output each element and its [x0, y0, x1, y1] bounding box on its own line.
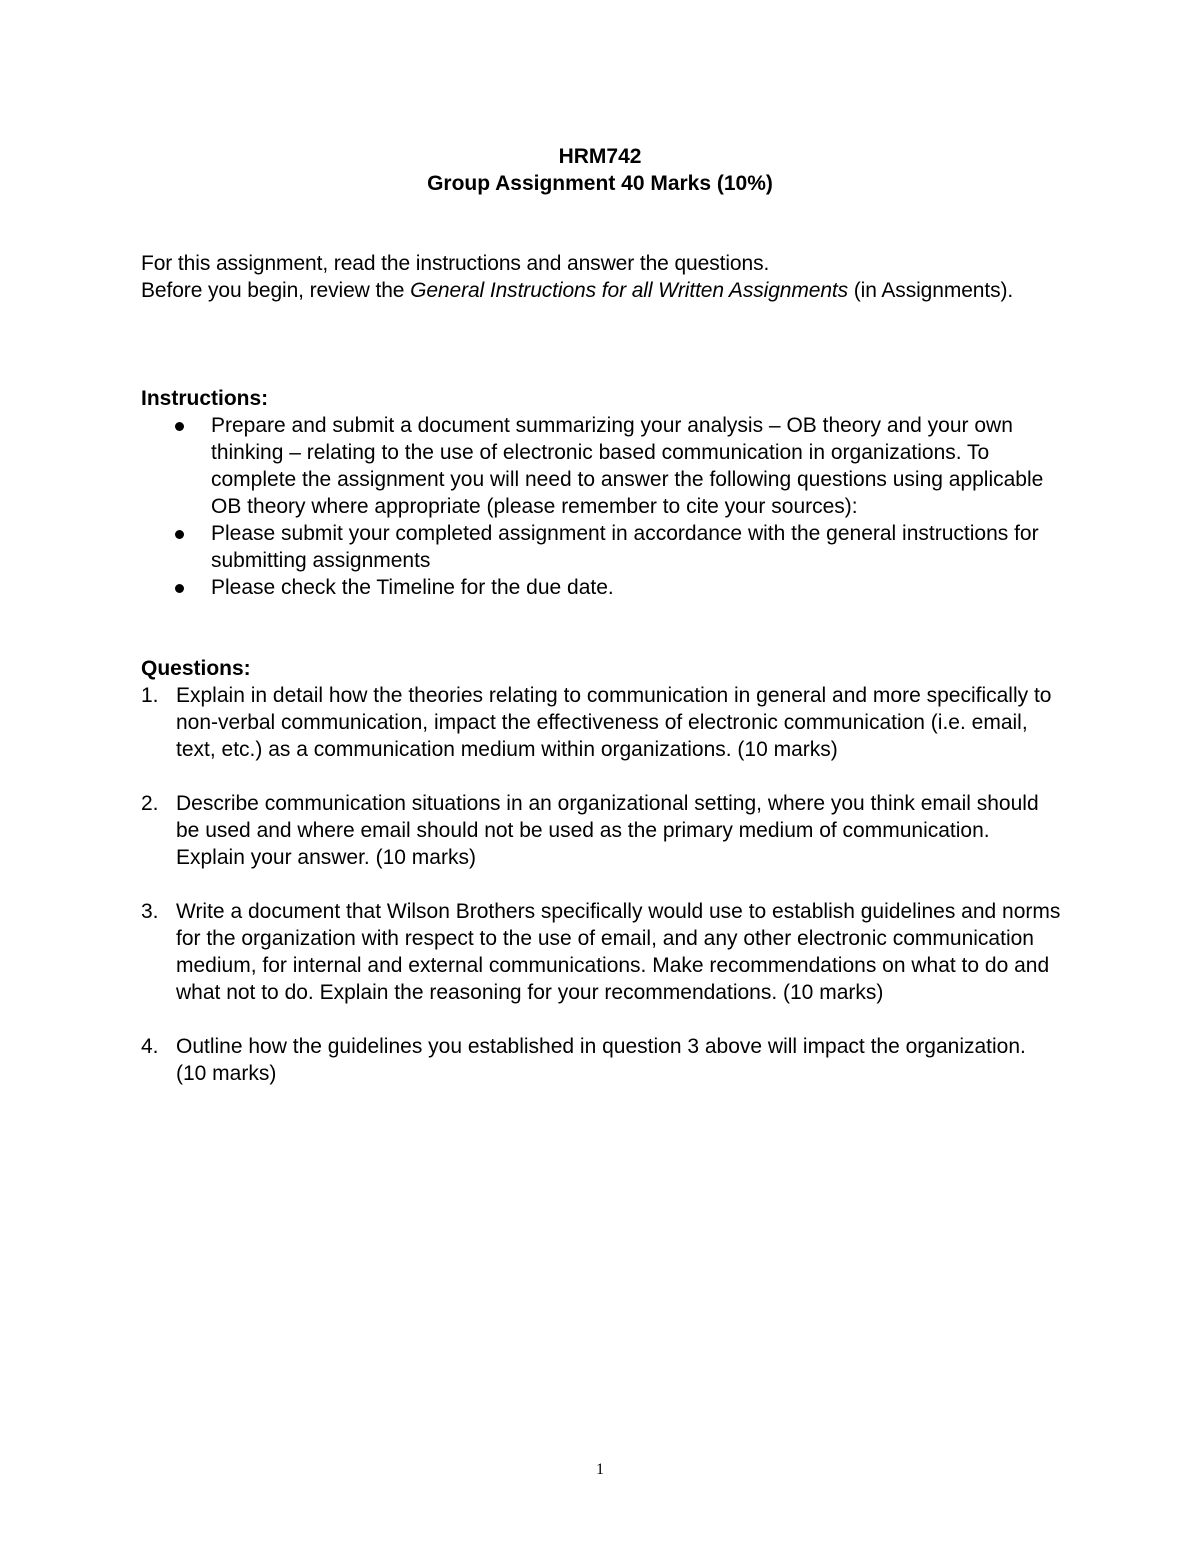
question-text: Write a document that Wilson Brothers specifically would use to establish guidelines and norms for the organization with respect to the use of email, and any other electronic communication medium, for internal and external communications. Make recommendations on what to do and what not to do. Explain the reasoning for your recommendations. (10 marks) [176, 900, 1061, 1004]
instruction-text: Please submit your completed assignment in accordance with the general instructions for submitting assignments [211, 522, 1039, 572]
questions-list [141, 682, 1061, 1114]
intro-line-2 [141, 277, 1061, 304]
page-number: 1 [596, 1461, 604, 1478]
bullet-icon [175, 422, 184, 431]
instruction-text: Prepare and submit a document summarizing your analysis – OB theory and your own thinking – relating to the use of electronic based communication in organizations. To complete the assignment you will need to answer the following questions using applicable OB theory where appropriate (please remember to cite your sources): [211, 414, 1044, 518]
instruction-text: Please check the Timeline for the due date. [211, 576, 614, 599]
bullet-icon [175, 584, 184, 593]
question-number: 2. [141, 792, 159, 815]
intro-paragraph [141, 250, 1061, 304]
course-code: HRM742 [558, 145, 642, 168]
question-item [141, 1033, 1061, 1087]
instruction-item [141, 574, 1061, 601]
question-text: Explain in detail how the theories relating to communication in general and more specifically to non-verbal communication, impact the effectiveness of electronic communication (i.e. email, text, etc.) as a communication medium within organizations. (10 marks) [176, 684, 1052, 761]
question-number: 1. [141, 684, 159, 707]
bullet-icon [175, 530, 184, 539]
question-number: 3. [141, 900, 159, 923]
intro-line-2-prefix: Before you begin, review the [141, 279, 411, 302]
question-number: 4. [141, 1035, 159, 1058]
instruction-item [141, 520, 1061, 574]
question-item [141, 790, 1061, 871]
assignment-title: Group Assignment 40 Marks (10%) [427, 172, 773, 195]
instructions-heading: Instructions: [141, 387, 269, 410]
intro-line-2-suffix: (in Assignments). [848, 279, 1014, 302]
intro-line-1: For this assignment, read the instructions and answer the questions. [141, 252, 770, 275]
general-instructions-reference: General Instructions for all Written Assignments [410, 279, 849, 302]
questions-heading: Questions: [141, 657, 251, 680]
question-item [141, 682, 1061, 763]
question-text: Describe communication situations in an organizational setting, where you think email should be used and where email should not be used as the primary medium of communication. Explain your answer. (10 marks) [176, 792, 1039, 869]
instructions-list [141, 412, 1061, 601]
question-text: Outline how the guidelines you established in question 3 above will impact the organization. (10 marks) [176, 1035, 1026, 1085]
instruction-item [141, 412, 1061, 520]
question-item [141, 898, 1061, 1006]
